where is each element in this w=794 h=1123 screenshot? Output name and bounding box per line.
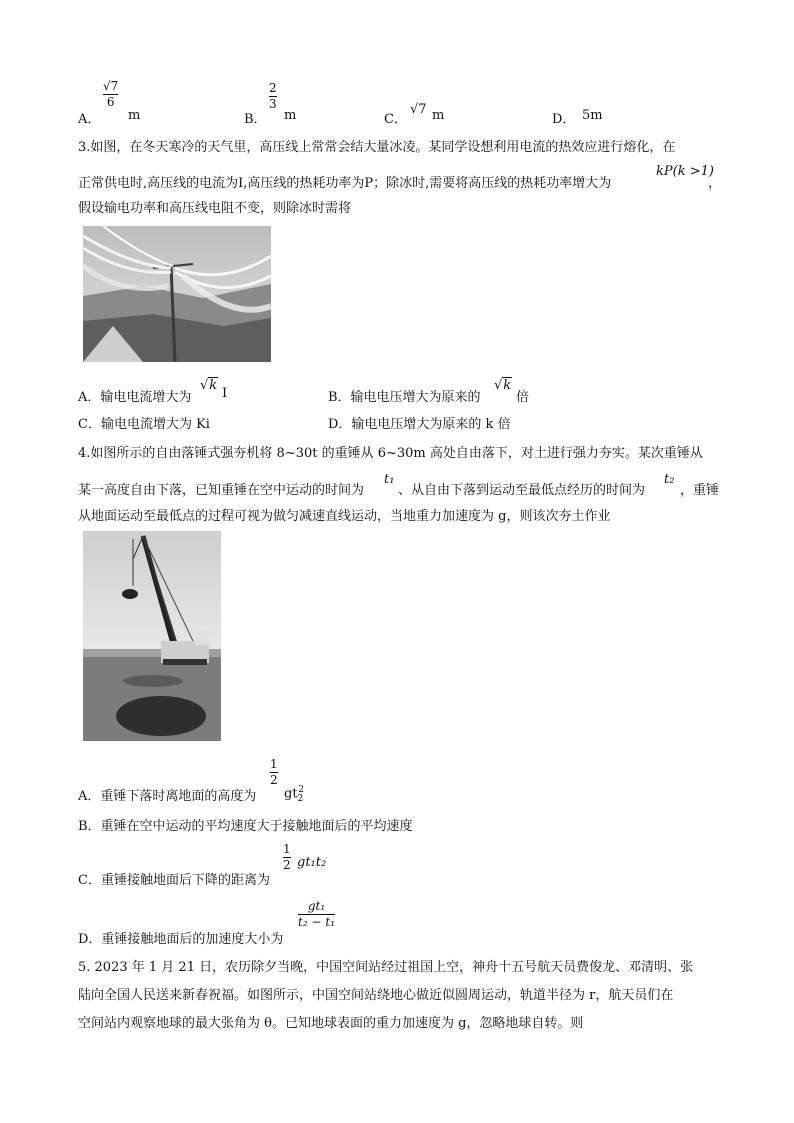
q2-option-a-denominator: 6 [106, 94, 115, 109]
q3-option-a: A．输电电流增大为 [78, 390, 192, 405]
q3-option-b-tail: 倍 [516, 390, 530, 405]
q3-option-c: C．输电电流增大为 Ki [78, 417, 210, 432]
dynamic-compaction-crane-photo [83, 531, 221, 741]
q2-option-a-fraction [103, 80, 118, 108]
q4-option-c: C．重锤接触地面后下降的距离为 [78, 873, 270, 888]
q4-option-c-expr: gt₁t₂ [297, 855, 327, 870]
q2-option-b-label: B． [244, 112, 267, 127]
q3-option-a-sqrt: √k [200, 378, 218, 393]
q2-option-d-value: 5m [582, 108, 603, 123]
q4-line-2b: 、从自由下落到运动至最低点经历的时间为 [398, 483, 646, 498]
q4-line-2a: 某一高度自由下落，已知重锤在空中运动的时间为 [78, 483, 365, 498]
q4-t1: t₁ [384, 472, 395, 487]
q5-line-1: 5. 2023 年 1 月 21 日，农历除夕当晚，中国空间站经过祖国上空，神舟十五号航天员费俊龙、邓清明、张 [78, 960, 694, 975]
q4-line-3: 从地面运动至最低点的过程可视为做匀减速直线运动，当地重力加速度为 g，则该次夯土作业 [78, 509, 611, 524]
q4-line-2c: ，重锤 [680, 483, 720, 498]
q5-line-3: 空间站内观察地球的最大张角为 θ。已知地球表面的重力加速度为 g，忽略地球自转。则 [78, 1016, 584, 1031]
q4-option-d-fraction: gt₁ t₂ − t₁ [298, 899, 335, 929]
q2-option-b-fraction [269, 82, 277, 110]
q4-line-1: 4.如图所示的自由落锤式强夯机将 8~30t 的重锤从 6~30m 高处自由落下，对土进行强力夯实。某次重锤从 [78, 446, 703, 461]
q3-option-a-tail: I [222, 386, 228, 401]
q4-option-a-expr: $gt_2^2$ [284, 785, 305, 804]
q2-option-a-numerator: √7 [103, 79, 119, 93]
q2-option-a-label: A． [78, 112, 101, 127]
q4-option-c-half: 1 2 [283, 842, 291, 872]
q3-option-b: B．输电电压增大为原来的 [328, 390, 481, 405]
q3-line-2-end: ， [708, 176, 722, 191]
q4-t2: t₂ [664, 472, 675, 487]
q2-option-b-numerator: 2 [269, 81, 277, 95]
q3-option-d: D．输电电压增大为原来的 k 倍 [328, 417, 511, 432]
q3-line-2: 正常供电时,高压线的电流为I,高压线的热耗功率为P；除冰时,需要将高压线的热耗功率增大为 [78, 176, 612, 191]
q2-option-b-unit: m [284, 108, 297, 123]
power-line-ice-photo [83, 226, 271, 362]
q2-option-c-unit: m [432, 108, 445, 123]
q2-option-c-label: C． [384, 112, 407, 127]
q2-option-c-value: √7 [410, 102, 427, 117]
q4-option-b: B．重锤在空中运动的平均速度大于接触地面后的平均速度 [78, 819, 413, 834]
q4-option-d: D．重锤接触地面后的加速度大小为 [78, 932, 284, 947]
q5-line-2: 陆向全国人民送来新春祝福。如图所示，中国空间站绕地心做近似圆周运动，轨道半径为 r，航天员们在 [78, 988, 674, 1003]
q2-option-d-label: D． [552, 112, 576, 127]
q2-option-b-denominator: 3 [269, 96, 277, 111]
q3-line-1: 3.如图，在冬天寒冷的天气里，高压线上常常会结大量冰凌。某同学设想利用电流的热效应进行熔化，在 [78, 140, 676, 155]
q4-option-a: A．重锤下落时离地面的高度为 [78, 789, 257, 804]
q2-option-a-unit: m [128, 108, 141, 123]
q3-line-2-math: kP(k >1) [656, 164, 714, 179]
q3-option-b-sqrt: √k [494, 378, 512, 393]
q3-line-3: 假设输电功率和高压线电阻不变，则除冰时需将 [78, 201, 352, 216]
q4-option-a-half: 1 2 [270, 757, 278, 787]
